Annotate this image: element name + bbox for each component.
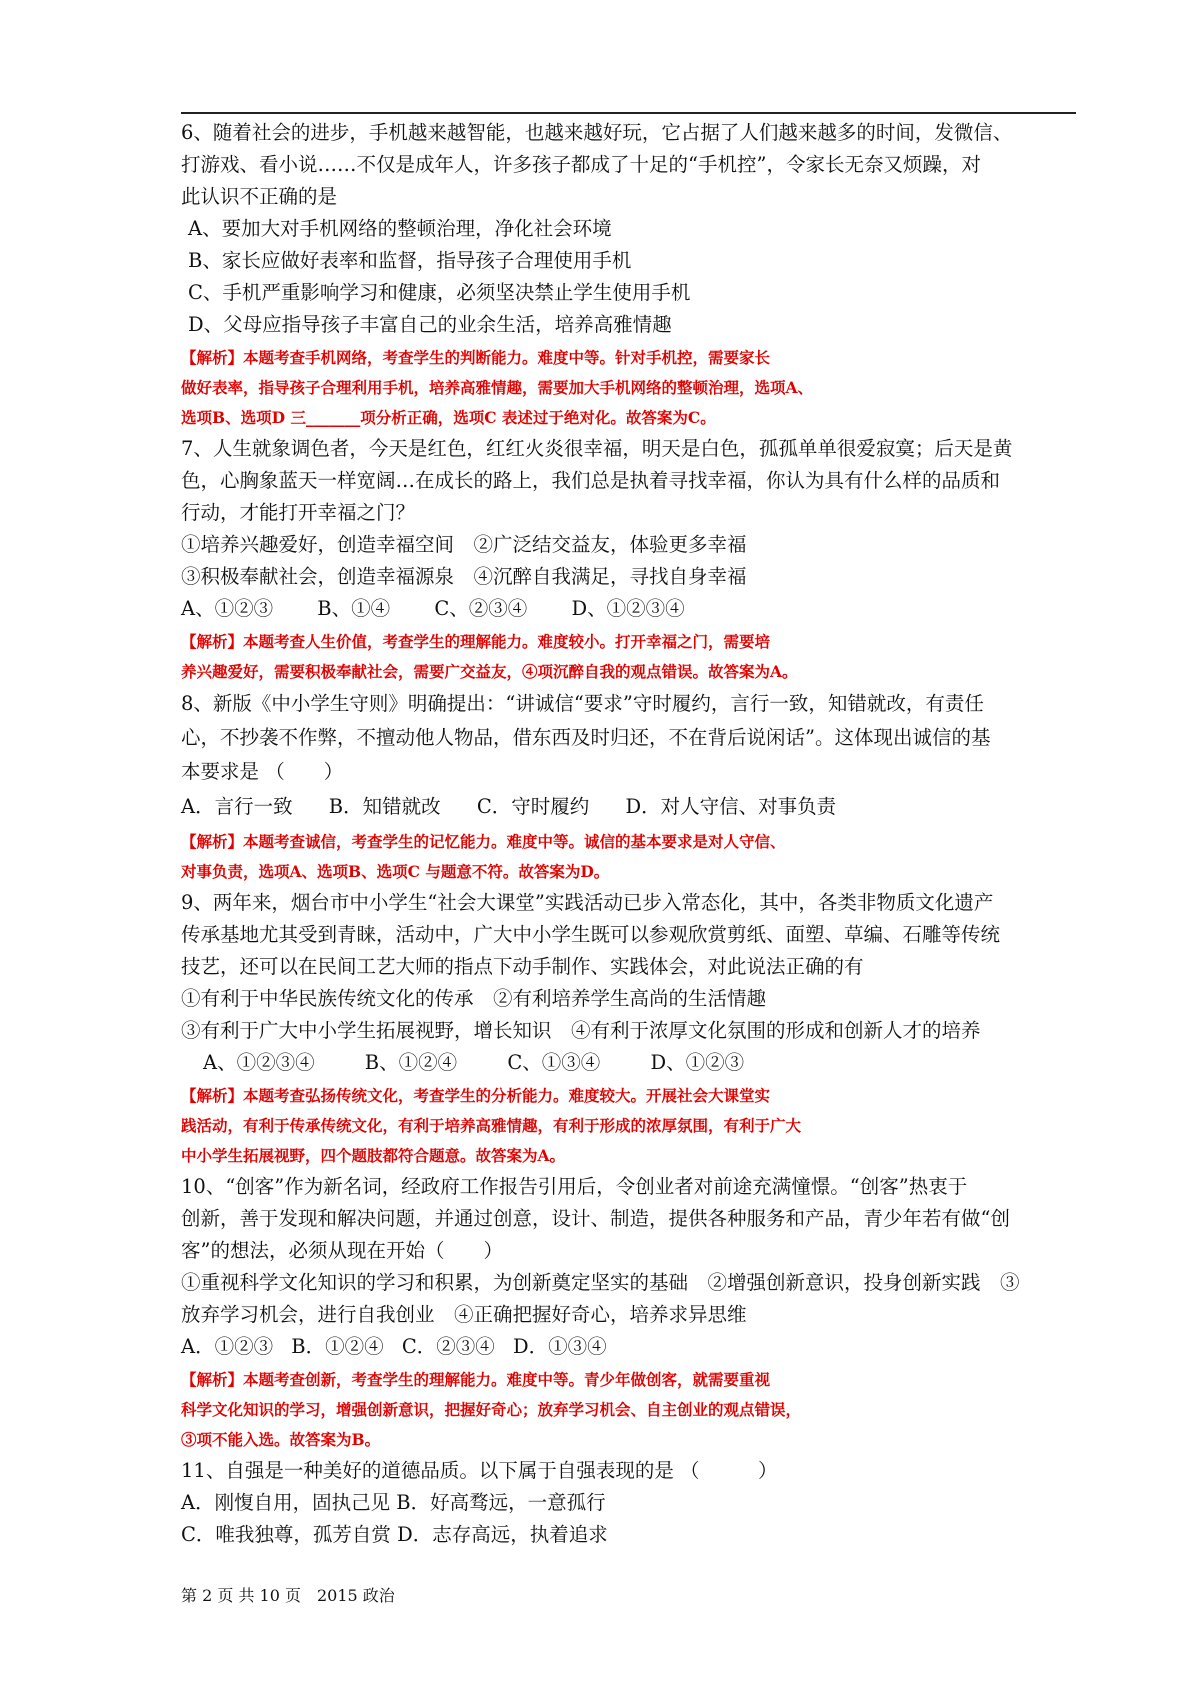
- option-d: D．①③④: [512, 1335, 607, 1358]
- option-a: A、①②③: [181, 597, 274, 620]
- question-stem: 7、人生就象调色者，今天是红色，红红火炎很幸福，明天是白色，孤孤单单很爱寂寞；后天是黄 色，心胸象蓝天一样宽阔…在成长的路上，我们总是执着寻找幸福，你认为具有什么样的品质和 行动，才能打开幸福之门？: [181, 437, 1013, 524]
- statement-line: ③有利于广大中小学生拓展视野，增长知识 ④有利于浓厚文化氛围的形成和创新人才的培养: [181, 1019, 981, 1042]
- option-c: C、手机严重影响学习和健康，必须坚决禁止学生使用手机: [188, 281, 691, 304]
- option-b: B、①④: [317, 597, 391, 620]
- option-c: C．守时履约: [476, 795, 590, 818]
- options-line: A．刚愎自用，固执己见 B．好高骛远，一意孤行: [181, 1491, 606, 1514]
- option-a: A、①②③④: [203, 1051, 315, 1074]
- analysis: 【解析】本题考查人生价值，考查学生的理解能力。难度较小。打开幸福之门，需要培 养兴趣爱好，需要积极奉献社会，需要广交益友，④项沉醉自我的观点错误。故答案为A。: [181, 632, 798, 681]
- analysis: 【解析】本题考查创新，考查学生的理解能力。难度中等。青少年做创客，就需要重视 科学文化知识的学习，增强创新意识，把握好奇心；放弃学习机会、自主创业的观点错误， ③项不能入选。故答案为B。: [181, 1370, 802, 1449]
- statement-line: 放弃学习机会，进行自我创业 ④正确把握好奇心，培养求异思维: [181, 1303, 747, 1326]
- question-6: [181, 117, 1081, 433]
- question-11: [181, 1455, 1081, 1551]
- option-d: D．对人守信、对事负责: [625, 795, 837, 818]
- analysis: 【解析】本题考查弘扬传统文化，考查学生的分析能力。难度较大。开展社会大课堂实 践活动，有利于传承传统文化，有利于培养高雅情趣，有利于形成的浓厚氛围，有利于广大 中小学生拓展视野，四个题肢都符合题意。故答案为A。: [181, 1086, 802, 1165]
- statement-line: ③积极奉献社会，创造幸福源泉 ④沉醉自我满足，寻找自身幸福: [181, 565, 747, 588]
- option-a: A．①②③: [181, 1335, 274, 1358]
- option-c: C、①③④: [507, 1051, 601, 1074]
- option-b: B、家长应做好表率和监督，指导孩子合理使用手机: [188, 249, 632, 272]
- analysis: 【解析】本题考查诚信，考查学生的记忆能力。难度中等。诚信的基本要求是对人守信、 对事负责，选项A、选项B、选项C 与题意不符。故答案为D。: [181, 832, 786, 881]
- options-row: [181, 789, 1081, 825]
- option-b: B．知错就改: [328, 795, 441, 818]
- question-10: [181, 1171, 1081, 1455]
- option-b: B．①②④: [291, 1335, 384, 1358]
- options-row: [181, 1047, 1081, 1079]
- option-b: B、①②④: [364, 1051, 458, 1074]
- option-d: D、①②③④: [571, 597, 685, 620]
- statement-line: ①重视科学文化知识的学习和积累，为创新奠定坚实的基础 ②增强创新意识，投身创新实践 ③: [181, 1271, 1020, 1294]
- option-a: A．言行一致: [181, 795, 293, 818]
- analysis: 【解析】本题考查手机网络，考查学生的判断能力。难度中等。针对手机控，需要家长 做好表率，指导孩子合理利用手机，培养高雅情趣，需要加大手机网络的整顿治理，选项A、 选项B、选项D 三_______项分析正确，选项C 表述过于绝对化。故答案为C。: [181, 348, 814, 427]
- question-stem: 11、自强是一种美好的道德品质。以下属于自强表现的是 （ ）: [181, 1459, 778, 1482]
- options-row: [181, 1331, 1081, 1363]
- header-rule: [181, 112, 1076, 114]
- page-content: [181, 117, 1081, 1551]
- question-stem: 8、新版《中小学生守则》明确提出：“讲诚信“要求”守时履约，言行一致，知错就改，有责任 心，不抄袭不作弊，不擅动他人物品，借东西及时归还，不在背后说闲话”。这体现出诚信的基 本要求是 （ ）: [181, 692, 991, 783]
- question-stem: 10、“创客”作为新名词，经政府工作报告引用后，令创业者对前途充满憧憬。“创客”热衷于 创新，善于发现和解决问题，并通过创意，设计、制造，提供各种服务和产品，青少年若有做“创 客”的想法，必须从现在开始（ ）: [181, 1175, 1010, 1262]
- page-footer: 第 2 页 共 10 页 2015 政治: [181, 1586, 395, 1605]
- option-d: D、父母应指导孩子丰富自己的业余生活，培养高雅情趣: [188, 313, 672, 336]
- question-9: [181, 887, 1081, 1171]
- option-d: D、①②③: [650, 1051, 745, 1074]
- option-c: C．②③④: [401, 1335, 495, 1358]
- statement-line: ①有利于中华民族传统文化的传承 ②有利培养学生高尚的生活情趣: [181, 987, 767, 1010]
- question-stem: 9、两年来，烟台市中小学生“社会大课堂”实践活动已步入常态化，其中，各类非物质文化遗产 传承基地尤其受到青睐，活动中，广大中小学生既可以参观欣赏剪纸、面塑、草编、石雕等传统 技艺，还可以在民间工艺大师的指点下动手制作、实践体会，对此说法正确的有: [181, 891, 1001, 978]
- option-a: A、要加大对手机网络的整顿治理，净化社会环境: [188, 217, 612, 240]
- option-c: C、②③④: [434, 597, 528, 620]
- statement-line: ①培养兴趣爱好，创造幸福空间 ②广泛结交益友，体验更多幸福: [181, 533, 747, 556]
- question-8: [181, 687, 1081, 887]
- options-line: C．唯我独尊，孤芳自赏 D．志存高远，执着追求: [181, 1523, 608, 1546]
- question-7: [181, 433, 1081, 687]
- options-row: [181, 593, 1081, 625]
- question-stem: 6、随着社会的进步，手机越来越智能，也越来越好玩，它占据了人们越来越多的时间，发微信、 打游戏、看小说……不仅是成年人，许多孩子都成了十足的“手机控”，令家长无奈又烦躁，对 此认识不正确的是: [181, 121, 1013, 208]
